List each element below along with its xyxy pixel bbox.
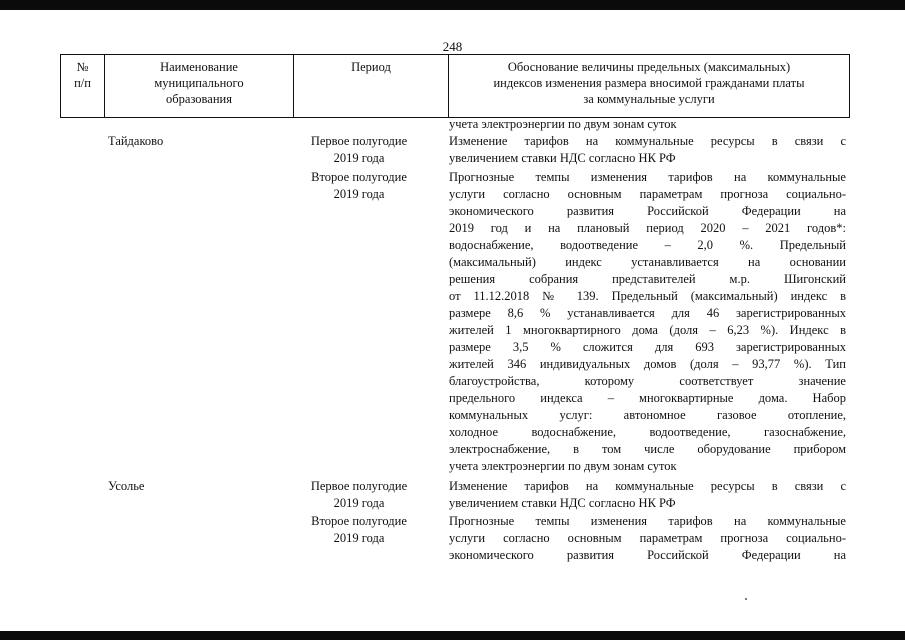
justification-first-half [449,478,846,512]
period-text: Первое полугодие [310,134,408,148]
justification-second-half [449,169,846,475]
text-line: от 11.12.2018 № 139. Предельный (максимальный) индекс в [449,289,846,303]
text-line: благоустройства, которому соответствует значение [449,374,846,388]
text-line: (максимальный) индекс устанавливается на основании [449,255,846,269]
header-text: за коммунальные услуги [583,92,715,106]
text-line: Изменение тарифов на коммунальные ресурсы в связи с [449,479,846,493]
header-text: Период [351,60,391,74]
text-line: холодное водоснабжение, водоотведение, газоснабжение, [449,425,846,439]
header-text: Обоснование величины предельных (максимальных) [507,60,791,74]
justification-first-half [449,133,846,167]
page-number: 248 [442,39,463,54]
text-line: учета электроэнергии по двум зонам суток [449,117,677,131]
period-text: 2019 года [333,187,385,201]
text-line: увеличением ставки НДС согласно НК РФ [449,496,676,510]
header-text: Наименование [160,60,238,74]
text-line: Прогнозные темпы изменения тарифов на коммунальные [449,170,846,184]
period-text: 2019 года [333,151,385,165]
text-line: жителей 346 индивидуальных домов (доля – 93,77 %). Тип [449,357,846,371]
municipality-name: Усолье [108,479,145,493]
text-line: экономического развития Российской Федерации на [449,548,846,562]
text-line: экономического развития Российской Федерации на [449,204,846,218]
text-line: электроснабжение, в том числе оборудование прибором [449,442,846,456]
period-second-half [290,169,428,203]
scan-top-border [0,0,905,10]
text-line: решения собрания представителей м.р. Шигонский [449,272,846,286]
text-line: жителей 1 многоквартирного дома (доля – 6,23 %). Индекс в [449,323,846,337]
header-col-justification [448,55,850,117]
text-line: водоснабжение, водоотведение – 2,0 %. Предельный [449,238,846,252]
text-line: размере 3,5 % сложится для 693 зарегистрированных [449,340,846,354]
justification-second-half [449,513,846,564]
period-text: Второе полугодие [311,170,407,184]
text-line: Прогнозные темпы изменения тарифов на коммунальные [449,514,846,528]
scan-bottom-border [0,631,905,640]
scan-speck [745,598,747,600]
text-line: 2019 год и на плановый период 2020 – 2021 годов*: [449,221,846,235]
period-text: 2019 года [333,531,385,545]
text-line: размере 8,6 % устанавливается для 46 зарегистрированных [449,306,846,320]
text-line: услуги согласно основным параметрам прогноза социально- [449,187,846,201]
period-text: 2019 года [333,496,385,510]
header-text: № [76,60,89,74]
text-line: Изменение тарифов на коммунальные ресурсы в связи с [449,134,846,148]
period-first-half [290,133,428,167]
continuation-text [449,116,846,133]
period-second-half [290,513,428,547]
header-text: п/п [74,76,91,90]
text-line: услуги согласно основным параметрам прогноза социально- [449,531,846,545]
header-col-municipality [104,55,293,117]
period-text: Второе полугодие [311,514,407,528]
table-header [60,54,850,118]
text-line: предельного индекса – многоквартирные дома. Набор [449,391,846,405]
header-col-number [60,55,104,117]
text-line: увеличением ставки НДС согласно НК РФ [449,151,676,165]
period-first-half [290,478,428,512]
text-line: учета электроэнергии по двум зонам суток [449,459,677,473]
municipality-name: Тайдаково [108,134,164,148]
text-line: коммунальных услуг: автономное газовое отопление, [449,408,846,422]
header-text: образования [166,92,232,106]
header-text: индексов изменения размера вносимой гражданами платы [493,76,805,90]
header-col-period [293,55,448,117]
period-text: Первое полугодие [310,479,408,493]
header-text: муниципального [154,76,244,90]
